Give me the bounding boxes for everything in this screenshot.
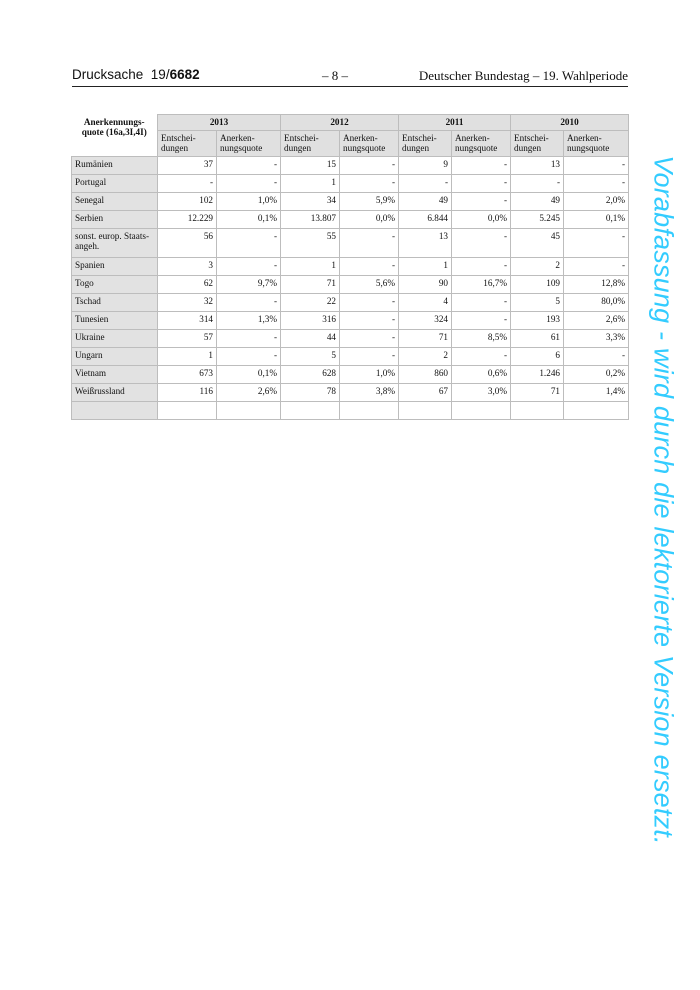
rate-cell: 2,6% — [217, 383, 281, 401]
decisions-cell: 109 — [511, 275, 564, 293]
rate-header: Anerken- nungsquote — [564, 130, 629, 156]
rate-cell: - — [452, 192, 511, 210]
rate-cell: - — [564, 156, 629, 174]
rate-cell: - — [340, 311, 399, 329]
table-row — [72, 156, 629, 174]
page-number: – 8 – — [322, 68, 348, 83]
decisions-cell: 34 — [281, 192, 340, 210]
empty-cell — [452, 401, 511, 419]
rate-cell: - — [340, 156, 399, 174]
empty-cell — [72, 401, 158, 419]
rate-cell: 0,6% — [452, 365, 511, 383]
decisions-cell: 860 — [399, 365, 452, 383]
rate-cell: 1,4% — [564, 383, 629, 401]
country-cell: sonst. europ. Staats- angeh. — [72, 228, 158, 257]
rate-cell: - — [452, 293, 511, 311]
rate-cell: 2,0% — [564, 192, 629, 210]
rate-cell: - — [340, 329, 399, 347]
page-header — [72, 66, 628, 87]
rate-cell: - — [564, 347, 629, 365]
document-number — [72, 67, 200, 82]
decisions-cell: 628 — [281, 365, 340, 383]
decisions-cell: 49 — [511, 192, 564, 210]
empty-cell — [511, 401, 564, 419]
rate-cell: 5,9% — [340, 192, 399, 210]
rate-cell: - — [217, 329, 281, 347]
decisions-cell: 71 — [281, 275, 340, 293]
rate-cell: - — [340, 228, 399, 257]
rate-cell: - — [217, 293, 281, 311]
decisions-cell: 67 — [399, 383, 452, 401]
decisions-cell: 316 — [281, 311, 340, 329]
table-row — [72, 275, 629, 293]
table-row — [72, 210, 629, 228]
country-cell: Weißrussland — [72, 383, 158, 401]
rate-cell: - — [217, 257, 281, 275]
rate-cell: - — [564, 174, 629, 192]
table-row — [72, 293, 629, 311]
decisions-cell: 1 — [399, 257, 452, 275]
empty-cell — [564, 401, 629, 419]
decisions-cell: - — [399, 174, 452, 192]
decisions-cell: 6 — [511, 347, 564, 365]
decisions-cell: 1 — [281, 257, 340, 275]
rate-cell: 8,5% — [452, 329, 511, 347]
decisions-cell: 13 — [399, 228, 452, 257]
rate-cell: - — [452, 156, 511, 174]
rate-cell: 1,0% — [217, 192, 281, 210]
rate-cell: 0,1% — [217, 210, 281, 228]
country-cell: Vietnam — [72, 365, 158, 383]
decisions-cell: 5 — [281, 347, 340, 365]
country-cell: Tunesien — [72, 311, 158, 329]
decisions-header: Entschei- dungen — [158, 130, 217, 156]
decisions-cell: 102 — [158, 192, 217, 210]
country-cell: Togo — [72, 275, 158, 293]
decisions-header: Entschei- dungen — [399, 130, 452, 156]
empty-cell — [340, 401, 399, 419]
table-row — [72, 383, 629, 401]
table-row — [72, 174, 629, 192]
decisions-cell: 673 — [158, 365, 217, 383]
rate-cell: - — [217, 347, 281, 365]
decisions-cell: 55 — [281, 228, 340, 257]
table-row — [72, 365, 629, 383]
decisions-cell: 314 — [158, 311, 217, 329]
country-cell: Spanien — [72, 257, 158, 275]
empty-cell — [399, 401, 452, 419]
table-row — [72, 347, 629, 365]
rate-cell: - — [452, 174, 511, 192]
rate-cell: - — [217, 228, 281, 257]
rate-cell: 3,3% — [564, 329, 629, 347]
table-body — [72, 156, 629, 419]
year-header-row — [72, 115, 629, 131]
rate-cell: 0,1% — [564, 210, 629, 228]
decisions-cell: 71 — [511, 383, 564, 401]
decisions-cell: 12.229 — [158, 210, 217, 228]
corner-header: Anerkennungs- quote (16a,3I,4I) — [72, 115, 158, 157]
recognition-rate-table — [71, 114, 629, 420]
decisions-header: Entschei- dungen — [511, 130, 564, 156]
decisions-cell: 57 — [158, 329, 217, 347]
rate-cell: - — [340, 174, 399, 192]
rate-cell: - — [452, 311, 511, 329]
rate-cell: 12,8% — [564, 275, 629, 293]
rate-header: Anerken- nungsquote — [217, 130, 281, 156]
rate-cell: 0,1% — [217, 365, 281, 383]
rate-cell: - — [564, 257, 629, 275]
decisions-cell: 56 — [158, 228, 217, 257]
decisions-cell: 37 — [158, 156, 217, 174]
rate-cell: - — [340, 347, 399, 365]
doc-number-bold: 6682 — [169, 67, 200, 82]
table-row — [72, 192, 629, 210]
empty-cell — [281, 401, 340, 419]
year-header: 2011 — [399, 115, 511, 131]
doc-number-part: 19/ — [150, 67, 170, 82]
table-row — [72, 311, 629, 329]
year-header: 2010 — [511, 115, 629, 131]
rate-cell: 9,7% — [217, 275, 281, 293]
decisions-cell: 71 — [399, 329, 452, 347]
decisions-cell: 45 — [511, 228, 564, 257]
rate-cell: 80,0% — [564, 293, 629, 311]
doc-prefix: Drucksache — [72, 67, 144, 82]
rate-cell: 0,2% — [564, 365, 629, 383]
decisions-cell: 193 — [511, 311, 564, 329]
rate-cell: - — [564, 228, 629, 257]
rate-cell: - — [217, 174, 281, 192]
rate-cell: - — [340, 257, 399, 275]
decisions-cell: 6.844 — [399, 210, 452, 228]
empty-row — [72, 401, 629, 419]
rate-cell: 16,7% — [452, 275, 511, 293]
country-cell: Portugal — [72, 174, 158, 192]
decisions-cell: - — [511, 174, 564, 192]
rate-header: Anerken- nungsquote — [340, 130, 399, 156]
decisions-cell: 32 — [158, 293, 217, 311]
decisions-cell: 22 — [281, 293, 340, 311]
decisions-cell: 2 — [399, 347, 452, 365]
decisions-cell: 13.807 — [281, 210, 340, 228]
decisions-cell: 5 — [511, 293, 564, 311]
decisions-cell: 90 — [399, 275, 452, 293]
decisions-cell: - — [158, 174, 217, 192]
rate-cell: 1,0% — [340, 365, 399, 383]
decisions-cell: 1.246 — [511, 365, 564, 383]
country-cell: Tschad — [72, 293, 158, 311]
decisions-cell: 13 — [511, 156, 564, 174]
rate-cell: - — [452, 228, 511, 257]
rate-cell: 0,0% — [452, 210, 511, 228]
country-cell: Serbien — [72, 210, 158, 228]
decisions-cell: 4 — [399, 293, 452, 311]
decisions-cell: 44 — [281, 329, 340, 347]
decisions-cell: 1 — [281, 174, 340, 192]
publisher-label: Deutscher Bundestag – 19. Wahlperiode — [418, 68, 628, 83]
decisions-cell: 116 — [158, 383, 217, 401]
rate-cell: - — [340, 293, 399, 311]
decisions-cell: 2 — [511, 257, 564, 275]
draft-watermark: Vorabfassung - wird durch die lektorierte Version ersetzt. — [648, 155, 679, 845]
rate-cell: 3,0% — [452, 383, 511, 401]
year-header: 2012 — [281, 115, 399, 131]
table-row — [72, 228, 629, 257]
country-cell: Senegal — [72, 192, 158, 210]
decisions-cell: 9 — [399, 156, 452, 174]
table-row — [72, 257, 629, 275]
decisions-cell: 324 — [399, 311, 452, 329]
rate-cell: 2,6% — [564, 311, 629, 329]
rate-cell: 3,8% — [340, 383, 399, 401]
table-row — [72, 329, 629, 347]
decisions-cell: 78 — [281, 383, 340, 401]
rate-cell: - — [452, 257, 511, 275]
year-header: 2013 — [158, 115, 281, 131]
rate-header: Anerken- nungsquote — [452, 130, 511, 156]
empty-cell — [158, 401, 217, 419]
rate-cell: 5,6% — [340, 275, 399, 293]
decisions-cell: 3 — [158, 257, 217, 275]
decisions-cell: 1 — [158, 347, 217, 365]
decisions-cell: 62 — [158, 275, 217, 293]
country-cell: Ukraine — [72, 329, 158, 347]
decisions-cell: 61 — [511, 329, 564, 347]
rate-cell: - — [452, 347, 511, 365]
rate-cell: 1,3% — [217, 311, 281, 329]
decisions-cell: 49 — [399, 192, 452, 210]
decisions-cell: 15 — [281, 156, 340, 174]
empty-cell — [217, 401, 281, 419]
decisions-cell: 5.245 — [511, 210, 564, 228]
country-cell: Ungarn — [72, 347, 158, 365]
country-cell: Rumänien — [72, 156, 158, 174]
rate-cell: - — [217, 156, 281, 174]
rate-cell: 0,0% — [340, 210, 399, 228]
decisions-header: Entschei- dungen — [281, 130, 340, 156]
